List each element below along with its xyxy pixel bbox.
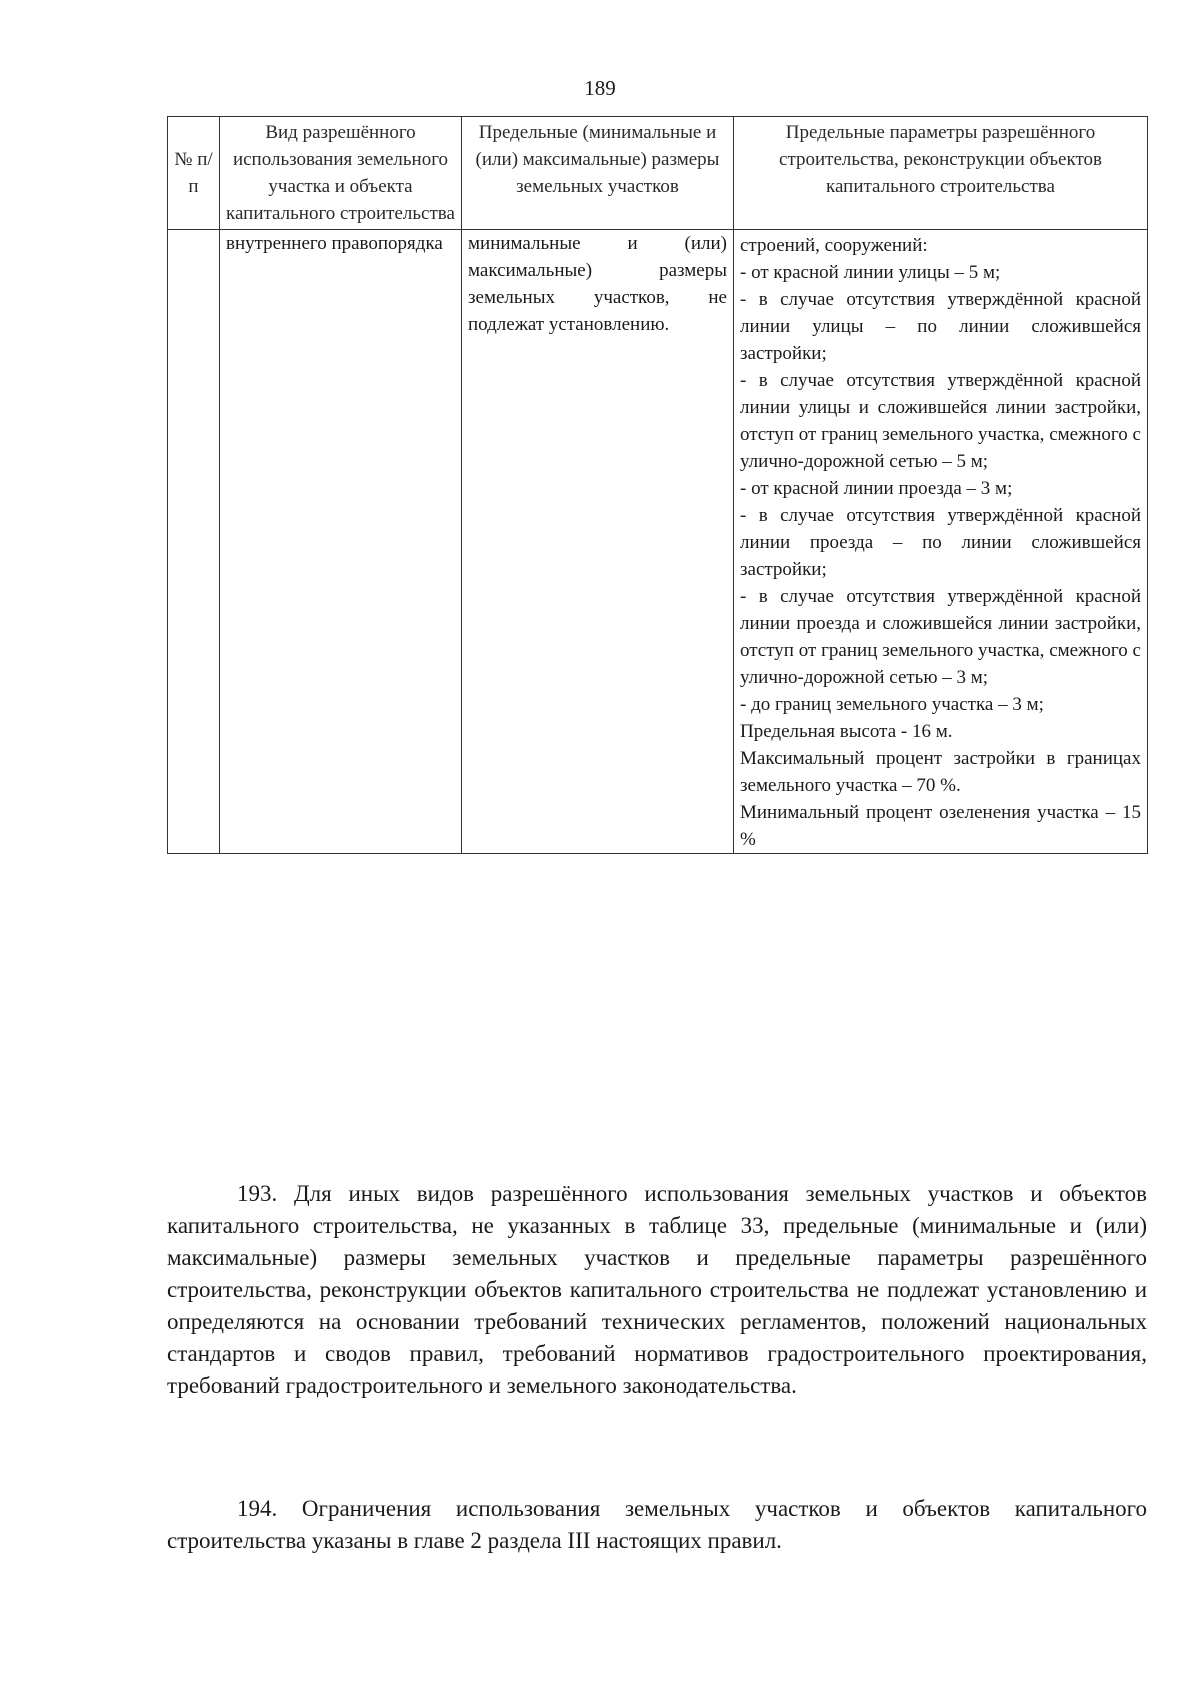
param-item: - от красной линии проезда – 3 м; xyxy=(740,478,1013,499)
table-header-row xyxy=(168,117,1148,230)
param-item: Предельная высота - 16 м. xyxy=(740,721,953,742)
header-plot-sizes: Предельные (минимальные и (или) максимальные) размеры земельных участков xyxy=(462,117,734,230)
paragraph-194: 194. Ограничения использования земельных участков и объектов капитального строительства указаны в главе 2 раздела III настоящих правил. xyxy=(167,1496,1147,1553)
table-row xyxy=(168,230,1148,854)
paragraph-193: 193. Для иных видов разрешённого использования земельных участков и объектов капитального строительства, не указанных в таблице 33, предельные (минимальные и (или) максимальные) размеры земельных участков и предельные параметры разрешённого строительства, реконструкции объектов капитального строительства не подлежат установлению и определяются на основании требований технических регламентов, положений национальных стандартов и сводов правил, требований нормативов градостроительного проектирования, требований градостроительного и земельного законодательства. xyxy=(167,1181,1147,1398)
param-item: - в случае отсутствия утверждённой красной линии улицы – по линии сложившейся застройки; xyxy=(740,289,1141,364)
header-num: № п/п xyxy=(168,117,220,230)
param-item: - до границ земельного участка – 3 м; xyxy=(740,694,1044,715)
param-item: - в случае отсутствия утверждённой красной линии проезда и сложившейся линии застройки, отступ от границ земельного участка, смежного с улично-дорожной сетью – 3 м; xyxy=(740,586,1141,688)
param-item: - в случае отсутствия утверждённой красной линии проезда – по линии сложившейся застройки; xyxy=(740,505,1141,580)
row-plot-sizes: минимальные и (или) максимальные) размеры земельных участков, не подлежат установлению. xyxy=(462,230,734,854)
param-item: Максимальный процент застройки в границах земельного участка – 70 %. xyxy=(740,748,1141,796)
header-params: Предельные параметры разрешённого строительства, реконструкции объектов капитального строительства xyxy=(734,117,1148,230)
param-item: Минимальный процент озеленения участка – 15 % xyxy=(740,802,1141,850)
param-item: - в случае отсутствия утверждённой красной линии улицы и сложившейся линии застройки, отступ от границ земельного участка, смежного с улично-дорожной сетью – 5 м; xyxy=(740,370,1141,472)
param-item: - от красной линии улицы – 5 м; xyxy=(740,262,1001,283)
page-number: 189 xyxy=(584,76,616,100)
row-params xyxy=(734,230,1148,854)
header-use-type: Вид разрешённого использования земельного участка и объекта капитального строительства xyxy=(220,117,462,230)
regulations-table xyxy=(167,116,1148,854)
row-use-type: внутреннего правопорядка xyxy=(220,230,462,854)
param-item: строений, сооружений: xyxy=(740,235,928,256)
row-num xyxy=(168,230,220,854)
